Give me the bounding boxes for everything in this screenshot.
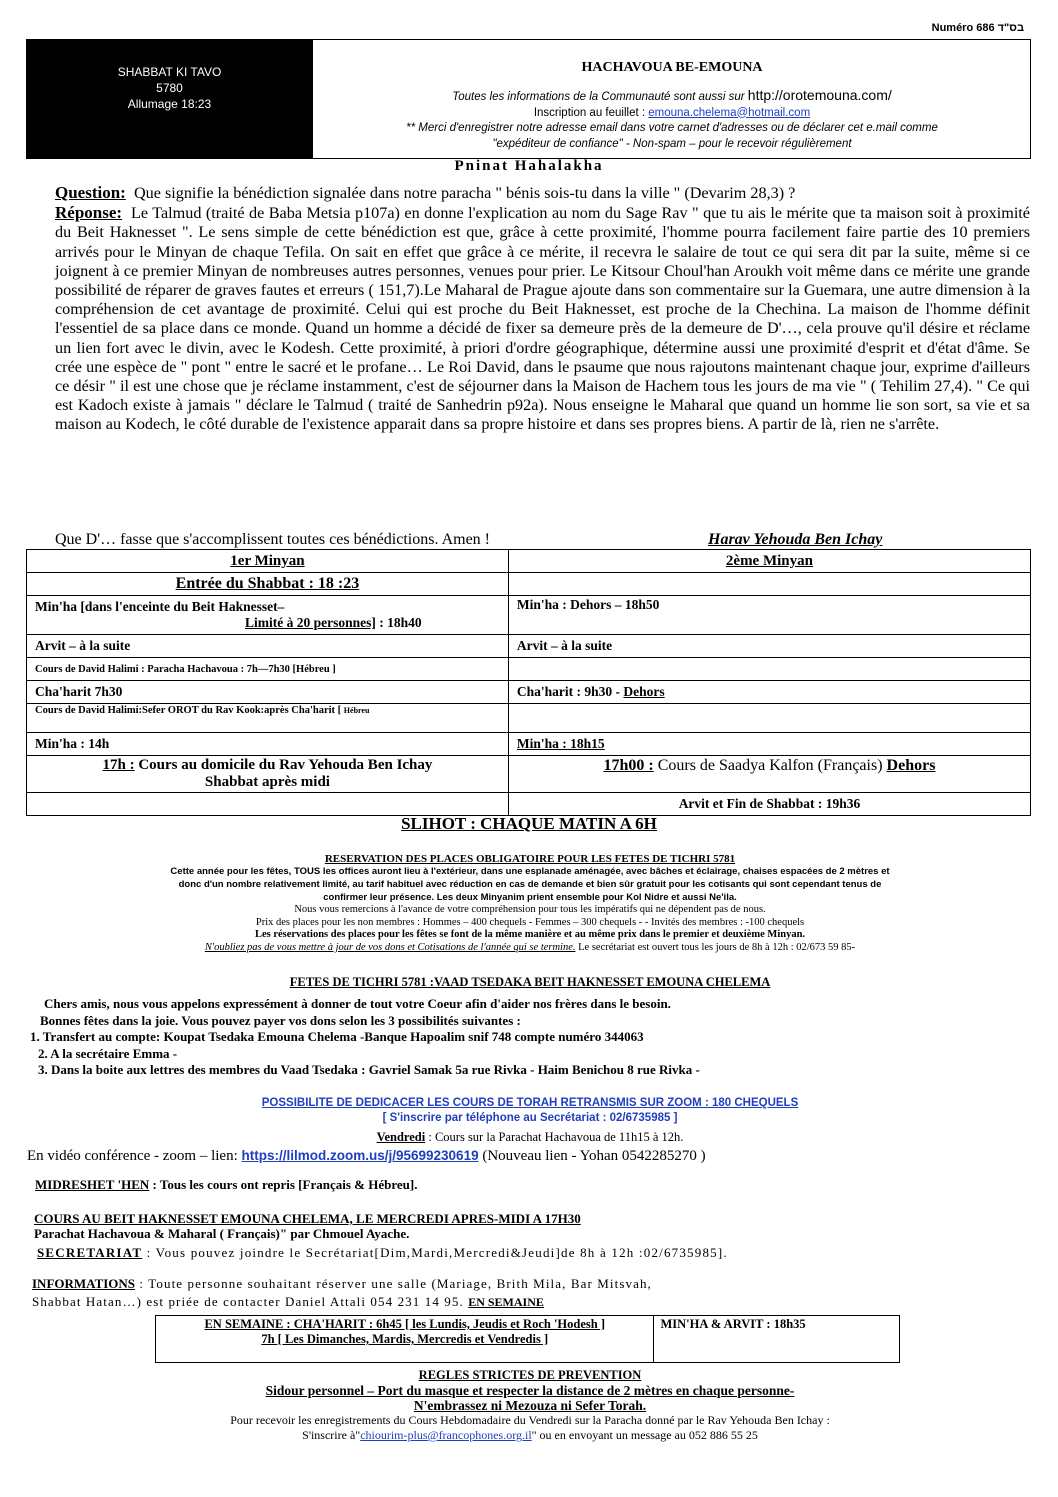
tsedaka-option-1: 1. Transfert au compte: Koupat Tsedaka Emouna Chelema -Banque Hapoalim snif 748 compte numéro 344063 <box>30 1029 644 1044</box>
weekday-schedule-table <box>155 1315 900 1363</box>
secretariat-hours: Le secrétariat est ouvert tous les jours de 8h à 12h : 02/673 59 85- <box>578 941 856 953</box>
shaharit-2-time: Cha'harit : 9h30 - <box>516 684 621 699</box>
empty-cell <box>27 793 509 816</box>
reservation-reminder: N'oubliez pas de vous mettre à jour de vos dons et Cotisations de l'année qui se termine. <box>204 941 576 953</box>
cours-halimi-1: Cours de David Halimi : Paracha Hachavoua : 7h—7h30 [Hébreu ] <box>27 658 509 681</box>
header-info <box>313 88 1031 152</box>
regles-line-1: Sidour personnel – Port du masque et respecter la distance de 2 mètres en chaque personne- <box>265 1383 795 1398</box>
reservation-line-2: donc d'un nombre relativement limité, au tarif habituel avec réduction en cas de demande et bien sûr gratuit pour les cotisants qui sont cependant tenus de <box>178 879 882 890</box>
issue-number: Numéro 686 בס"ד <box>931 22 1024 34</box>
reservation-line-3: confirmer leur présence. Les deux Minyanim prient ensemble pour Kol Nidre et aussi Ne'ila. <box>323 892 737 903</box>
reservation-line-1: Cette année pour les fêtes, TOUS les offices auront lieu à l'extérieur, dans une esplanade aménagée, avec bâches et éclairage, chaises espacées de 2 mètres et <box>170 866 890 877</box>
secretariat-label: SECRETARIAT <box>37 1245 143 1260</box>
weekday-minha-arvit: MIN'HA & ARVIT : 18h35 <box>654 1316 900 1363</box>
regles-line-2: N'embrassez ni Mezouza ni Sefer Torah. <box>413 1398 647 1413</box>
minha-2: Min'ha : Dehors – 18h50 <box>508 596 1030 635</box>
cours-kalfon <box>508 756 1030 793</box>
vendredi-line <box>30 1130 1030 1145</box>
regles-section <box>30 1368 1030 1443</box>
video-label: En vidéo conférence - zoom – lien: <box>27 1148 238 1164</box>
site-url[interactable]: http://orotemouna.com/ <box>747 87 892 103</box>
informations-label: INFORMATIONS <box>32 1276 136 1291</box>
secretariat-line <box>37 1245 728 1261</box>
slihot-banner: SLIHOT : CHAQUE MATIN A 6H <box>401 814 657 833</box>
chiourim-email-link[interactable]: chiourim-plus@francophones.org.il <box>360 1428 532 1442</box>
shabbat-schedule-table <box>26 549 1031 816</box>
section-title-pninat: Pninat Hahalakha <box>454 158 604 174</box>
tsedaka-title: FETES DE TICHRI 5781 :VAAD TSEDAKA BEIT HAKNESSET EMOUNA CHELEMA <box>289 975 771 989</box>
minha-1 <box>27 596 509 635</box>
inscription-email-link[interactable]: emouna.chelema@hotmail.com <box>648 106 811 119</box>
allumage-time: Allumage 18:23 <box>127 97 212 111</box>
empty-cell <box>508 658 1030 681</box>
question-text: Que signifie la bénédiction signalée dans notre paracha " bénis sois-tu dans la ville " (Devarim 28,3) ? <box>133 184 796 202</box>
video-contact: (Nouveau lien - Yohan 0542285270 ) <box>482 1148 706 1164</box>
midreshet-label: MIDRESHET 'HEN <box>35 1177 150 1192</box>
arvit-2: Arvit – à la suite <box>508 635 1030 658</box>
cours-mercredi-title: COURS AU BEIT HAKNESSET EMOUNA CHELEMA, LE MERCREDI APRES-MIDI A 17H30 <box>34 1211 581 1226</box>
regles-subscribe-contact: " ou en envoyant un message au 052 886 55 25 <box>531 1428 758 1442</box>
header-shabbat-box <box>26 39 313 159</box>
cours-halimi-2-text: Cours de David Halimi:Sefer OROT du Rav Kook:après Cha'harit [ <box>35 705 342 716</box>
cours-rav <box>27 756 509 793</box>
tsedaka-option-2: 2. A la secrétaire Emma - <box>38 1045 178 1061</box>
empty-cell <box>508 573 1030 596</box>
tsedaka-line-1: Chers amis, nous vous appelons expressément à donner de tout votre Coeur afin d'aider nos frères dans le besoin. <box>44 996 671 1011</box>
closing-blessing: Que D'… fasse que s'accomplissent toutes ces bénédictions. Amen ! <box>55 531 490 548</box>
col-header-1: 1er Minyan <box>27 550 509 573</box>
informations-line-2: Shabbat Hatan…) est priée de contacter Daniel Attali 054 231 14 95. <box>32 1294 464 1309</box>
tsedaka-option-3: 3. Dans la boite aux lettres des membres du Vaad Tsedaka : Gavriel Samak 5a rue Rivka - Haim Benichou 8 rue Rivka - <box>38 1062 700 1077</box>
vendredi-text: : Cours sur la Parachat Hachavoua de 11h15 à 12h. <box>428 1130 684 1144</box>
cours-kalfon-location: Dehors <box>886 757 936 774</box>
cours-rav-title: Cours au domicile du Rav Yehouda Ben Ichay <box>138 757 433 773</box>
reponse-text: Le Talmud (traité de Baba Metsia p107a) en donne l'explication au nom du Sage Rav " que tu ais le mérite que ta maison soit à proximité du Beit Haknesset ". Le sens simple de cette bénédiction est que, grâce à cette proximité, l'homme pourra facilement faire partie des 10 premiers arrivés pour le Minyan de chaque Tefila. On sait en effet que grâce à ce mérite, il recevra le salaire de tout ce qui sera dit par la suite, même si ce joignent à ce premier Minyan de nombreuses autres personnes, venues pour prier. Le Kitsour Choul'han Aroukh voit même dans ce mérite une grande possibilité de réparer de graves fautes et erreurs ( 151,7).Le Maharal de Prague ajoute dans son commentaire sur la Guemara, une autre dimension à la compréhension de cet avantage de proximité. Celui qui est proche du Beit Haknesset, est proche de la Chechina. La maison de l'homme définit l'essentiel de sa place dans ce monde. Quand un homme a décidé de fixer sa demeure près de la demeure de D'…, cela prouve qu'il désire et réclame un lien fort avec le divin, avec le Kodesh. Cette proximité, à priori d'ordre géographique, détermine aussi une proximité d'esprit et d'état d'âme. Se crée une espèce de " pont " entre le sacré et le profane… Le Roi David, dans le psaume que nous rajoutons maintenant chaque jour, exprime d'ailleurs ce désir " il est une chose que je réclame instamment, c'est de séjourner dans la Maison de Hachem tous les jours de ma vie " ( Tehilim 27,4). " Ce qui est Kadoch existe à jamais " déclare le Talmud ( traité de Sanhedrin p92a). Nous enseigne le Maharal que quand un homme lie son sort, sa vie et sa maison au Kodech, le côté durable de l'existence apparait dans sa propre histoire et dans ses propres biens. A partir de là, rien ne s'arrête. <box>55 204 1030 434</box>
cours-halimi-2-lang: Hébreu <box>343 706 370 715</box>
shaharit-2 <box>508 681 1030 704</box>
regles-title: REGLES STRICTES DE PREVENTION <box>418 1368 642 1382</box>
cours-rav-line-2: Shabbat après midi <box>204 774 330 790</box>
midreshet-line <box>35 1177 417 1193</box>
minha-3: Min'ha : 14h <box>27 733 509 756</box>
tsedaka-section <box>30 996 1030 1079</box>
question-label: Question: <box>55 183 126 202</box>
regles-subscribe-label: S'inscrire à" <box>302 1428 361 1442</box>
newsletter-title: HACHAVOUA BE-EMOUNA <box>581 60 763 75</box>
shabbat-name: SHABBAT KI TAVO <box>117 65 222 79</box>
weekday-shaharit-line-2: 7h [ Les Dimanches, Mardis, Mercredis et Vendredis ] <box>261 1332 549 1346</box>
zoom-phone: [ S'inscrire par téléphone au Secrétariat : 02/6735985 ] <box>382 1112 678 1124</box>
minha-1-limit: Limité à 20 personnes] <box>245 615 376 630</box>
shaharit-1: Cha'harit 7h30 <box>27 681 509 704</box>
inscription-label: Inscription au feuillet : <box>533 106 646 119</box>
reservation-section <box>30 853 1030 954</box>
secretariat-text: : Vous pouvez joindre le Secrétariat[Dim,Mardi,Mercredi&Jeudi]de 8h à 12h :02/6735985]. <box>146 1245 728 1260</box>
halakha-article <box>55 183 1030 435</box>
en-semaine-label: EN SEMAINE <box>468 1295 544 1309</box>
zoom-link[interactable]: https://lilmod.zoom.us/j/95699230619 <box>241 1148 479 1163</box>
cours-kalfon-title: Cours de Saadya Kalfon (Français) <box>657 757 883 774</box>
minha-1-time: : 18h40 <box>379 615 422 630</box>
arvit-1: Arvit – à la suite <box>27 635 509 658</box>
regles-line-3: Pour recevoir les enregistrements du Cours Hebdomadaire du Vendredi sur la Paracha donné par le Rav Yehouda Ben Ichay : <box>230 1413 830 1427</box>
cours-mercredi-subtitle: Parachat Hachavoua & Maharal ( Français)" par Chmouel Ayache. <box>34 1226 410 1241</box>
cours-rav-time: 17h : <box>102 757 135 773</box>
arvit-fin-shabbat: Arvit et Fin de Shabbat : 19h36 <box>508 793 1030 816</box>
weekday-shaharit-line-1: EN SEMAINE : CHA'HARIT : 6h45 [ les Lundis, Jeudis et Roch 'Hodesh ] <box>204 1317 605 1331</box>
shabbat-year: 5780 <box>156 81 183 95</box>
entree-shabbat: Entrée du Shabbat : 18 :23 <box>27 573 509 596</box>
cours-halimi-2 <box>27 704 509 733</box>
cours-mercredi <box>34 1211 581 1241</box>
empty-cell <box>508 704 1030 733</box>
informations-section <box>32 1275 1022 1311</box>
zoom-section <box>30 1096 1030 1126</box>
note-line-2: "expéditeur de confiance" - Non-spam – pour le recevoir régulièrement <box>492 137 852 150</box>
reponse-label: Réponse: <box>55 203 123 223</box>
tsedaka-line-2: Bonnes fêtes dans la joie. Vous pouvez payer vos dons selon les 3 possibilités suivantes : <box>40 1012 521 1028</box>
info-line: Toutes les informations de la Communauté sont aussi sur <box>452 91 745 103</box>
informations-line-1: : Toute personne souhaitant réserver une salle (Mariage, Brith Mila, Bar Mitsvah, <box>139 1276 652 1291</box>
weekday-shaharit <box>156 1316 654 1363</box>
reservation-line-6: Les réservations des places pour les fêtes se font de la même manière et au même prix dans le premier et deuxième Minyan. <box>254 929 806 941</box>
reservation-line-4: Nous vous remercions à l'avance de votre compréhension pour tous les impératifs qui ne dépendent pas de nous. <box>294 904 766 915</box>
video-conference-line <box>27 1148 706 1165</box>
shaharit-2-location: Dehors <box>623 684 665 699</box>
minha-1-line-1: Min'ha [dans l'enceinte du Beit Haknesset– <box>35 599 285 614</box>
note-line-1: ** Merci d'enregistrer notre adresse email dans votre carnet d'adresses ou de déclarer cet e.mail comme <box>406 122 938 134</box>
midreshet-text: : Tous les cours ont repris [Français & Hébreu]. <box>152 1177 418 1192</box>
vendredi-label: Vendredi <box>376 1130 426 1144</box>
reservation-title: RESERVATION DES PLACES OBLIGATOIRE POUR LES FETES DE TICHRI 5781 <box>324 853 736 865</box>
reservation-line-5: Prix des places pour les non membres : Hommes – 400 chequels - Femmes – 300 chequels - - Invités des membres : -100 chequels <box>255 916 805 928</box>
author-name: Harav Yehouda Ben Ichay <box>708 531 883 548</box>
cours-kalfon-time: 17h00 : <box>603 757 654 774</box>
col-header-2: 2ème Minyan <box>508 550 1030 573</box>
zoom-dedication: POSSIBILITE DE DEDICACER LES COURS DE TORAH RETRANSMIS SUR ZOOM : 180 CHEQUELS <box>261 1097 799 1109</box>
minha-4: Min'ha : 18h15 <box>508 733 1030 756</box>
